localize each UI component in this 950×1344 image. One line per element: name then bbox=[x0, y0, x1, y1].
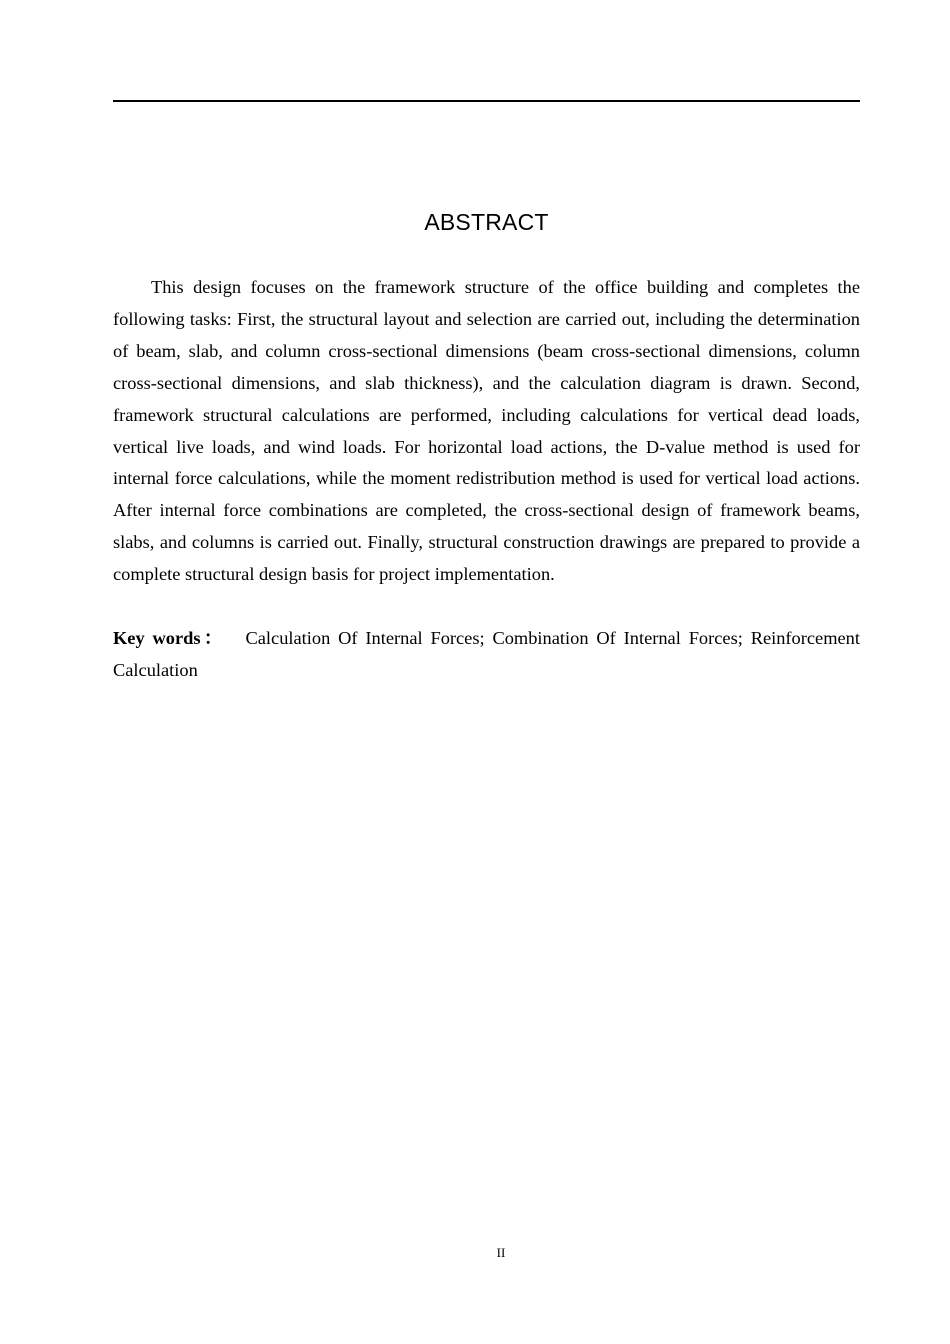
keywords-text: Calculation Of Internal Forces; Combination Of Internal Forces; Reinforcement Calculation bbox=[113, 628, 860, 680]
abstract-paragraph: This design focuses on the framework structure of the office building and completes the following tasks: First, the structural layout and selection are carried out, including the determination of beam, slab, and column cross-sectional dimensions (beam cross-sectional dimensions, column cross-sectional dimensions, and slab thickness), and the calculation diagram is drawn. Second, framework structural calculations are performed, including calculations for vertical dead loads, vertical live loads, and wind loads. For horizontal load actions, the D-value method is used for internal force calculations, while the moment redistribution method is used for vertical load actions. After internal force combinations are completed, the cross-sectional design of framework beams, slabs, and columns is carried out. Finally, structural construction drawings are prepared to provide a complete structural design basis for project implementation. bbox=[113, 277, 860, 585]
page-number: II bbox=[496, 1245, 506, 1260]
keywords-separator: ： bbox=[200, 628, 226, 648]
header-rule bbox=[113, 100, 860, 102]
abstract-title: ABSTRACT bbox=[424, 209, 549, 235]
keywords-label: Key words bbox=[113, 628, 201, 648]
keywords-line bbox=[113, 623, 860, 687]
